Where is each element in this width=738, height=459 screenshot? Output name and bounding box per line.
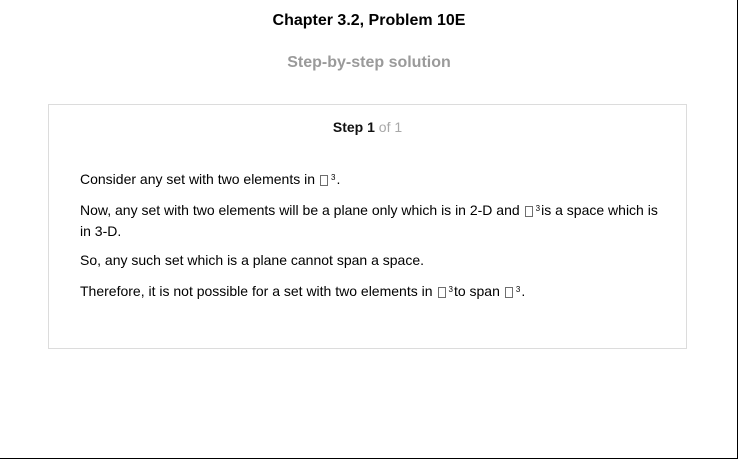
step-header bbox=[49, 119, 686, 135]
solution-line-2 bbox=[80, 198, 670, 242]
solution-line-1 bbox=[80, 167, 670, 190]
line4-text-a: Therefore, it is not possible for a set with two elements in bbox=[80, 283, 433, 299]
line1-text: Consider any set with two elements in bbox=[80, 171, 315, 187]
exponent: 3 bbox=[331, 173, 336, 182]
solution-card bbox=[48, 104, 687, 349]
solution-line-3 bbox=[80, 250, 670, 271]
exponent: 3 bbox=[535, 204, 541, 213]
solution-line-4 bbox=[80, 279, 670, 302]
exponent: 3 bbox=[515, 285, 521, 294]
line2-text-a: Now, any set with two elements will be a plane only which is in 2-D and bbox=[80, 202, 520, 218]
real-numbers-symbol-icon bbox=[438, 287, 446, 298]
page-title: Chapter 3.2, Problem 10E bbox=[272, 12, 466, 29]
line2-text-b: is a space which is in 3-D. bbox=[80, 202, 658, 239]
step-count: of 1 bbox=[378, 119, 403, 135]
real-numbers-symbol-icon bbox=[505, 287, 513, 298]
step-label: Step bbox=[332, 119, 364, 135]
exponent: 3 bbox=[448, 285, 453, 294]
line3-text: So, any such set which is a plane cannot span a space. bbox=[80, 252, 424, 268]
real-numbers-symbol-icon bbox=[525, 206, 533, 217]
page-subtitle: Step-by-step solution bbox=[287, 54, 451, 71]
line4-end: . bbox=[521, 283, 526, 299]
real-numbers-symbol-icon bbox=[320, 175, 328, 186]
line1-end: . bbox=[336, 171, 341, 187]
solution-body bbox=[80, 167, 670, 310]
line4-text-b: to span bbox=[453, 283, 500, 299]
step-number: 1 bbox=[367, 119, 375, 135]
